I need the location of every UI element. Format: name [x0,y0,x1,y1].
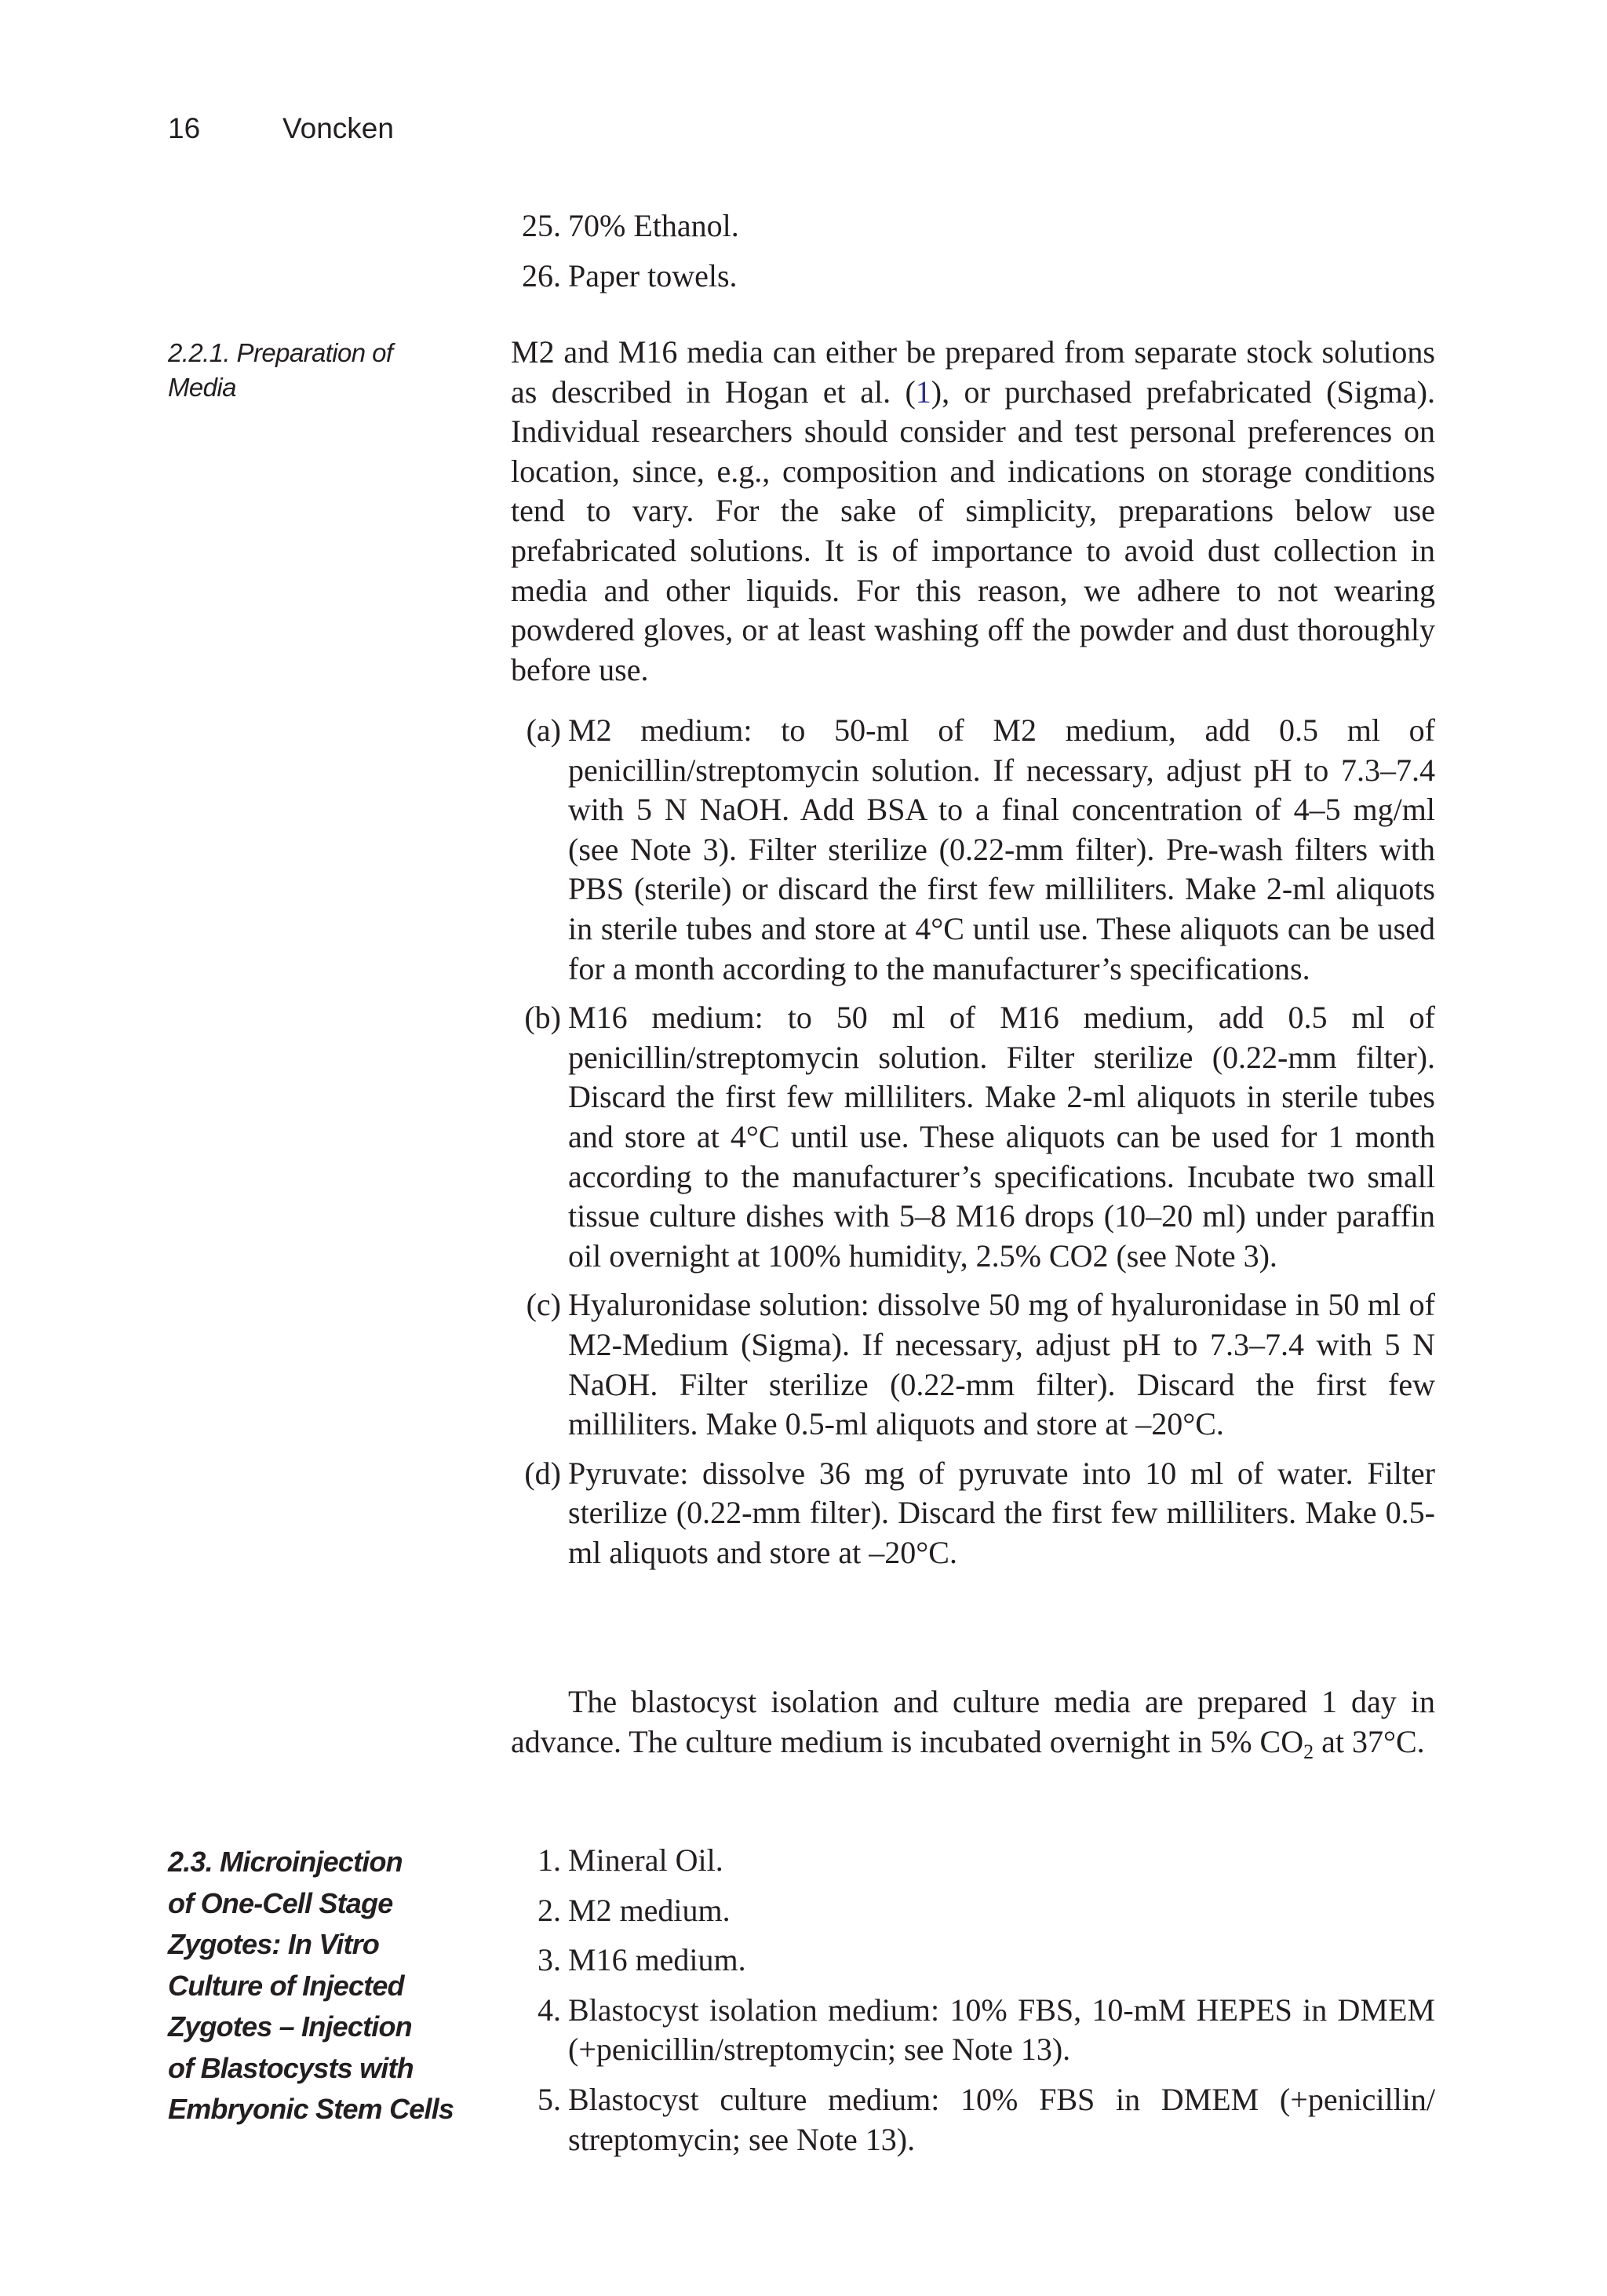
subsection-heading-preparation-of-media: 2.2.1. Preparation of Media [168,338,393,402]
list-item [511,1941,1435,1981]
list-item-label: (b) [524,1000,561,1036]
list-item [511,1454,1435,1573]
list-item [511,998,1435,1276]
heading-line: Zygotes: In Vitro [168,1928,380,1960]
heading-line: 2.3. Microinjection [168,1846,403,1878]
list-item-number: 26. [522,258,561,293]
page-number: 16 [168,112,201,144]
closing-text-before-sub: The blastocyst isolation and culture media are prepared 1 day in advance. The culture medium is incubated overnight in 5% CO [511,1684,1435,1759]
list-item-text: Pyruvate: dissolve 36 mg of pyruvate into 10 ml of water. Filter sterilize (0.22-mm filter). Discard the first few milliliters. Make 0.5-ml aliquots and store at –20°C. [568,1455,1435,1570]
list-item-label: (c) [526,1287,561,1323]
list-item [511,1285,1435,1444]
list-item [511,2080,1435,2159]
list-item [511,251,1435,301]
section-heading-microinjection [168,1842,466,2130]
list-item-text: Paper towels. [568,258,738,293]
list-item-text: Mineral Oil. [568,1842,723,1878]
list-item-number: 5. [537,2081,561,2117]
materials-list-continued [511,201,1435,301]
list-item-text: M16 medium. [568,1942,746,1978]
list-item [511,201,1435,251]
list-item-number: 3. [537,1942,561,1978]
running-head [168,110,394,148]
list-item [511,1841,1435,1881]
list-item-text: Blastocyst isolation medium: 10% FBS, 10-mM HEPES in DMEM (+penicillin/streptomycin; see Note 13). [568,1992,1435,2068]
closing-text-after-sub: at 37°C. [1314,1723,1425,1759]
intro-text-after-ref: ), or purchased prefabricated (Sigma). Individual researchers should consider and test personal preferences on location, since, e.g., composition and indications on storage conditions tend to vary. For the sake of simplicity, preparations below use prefabricated solutions. It is of importance to avoid dust collection in media and other liquids. For this reason, we adhere to not wearing powdered gloves, or at least washing off the powder and dust thoroughly before use. [511,374,1435,687]
list-item-text: M2 medium. [568,1892,731,1928]
microinjection-materials-list [511,1841,1435,2159]
heading-line: Culture of Injected [168,1969,404,2002]
list-item-number: 4. [537,1992,561,2028]
list-item-text: M16 medium: to 50 ml of M16 medium, add 0.5 ml of penicillin/streptomycin solution. Filter sterilize (0.22-mm filter). Discard the first few milliliters. Make 2-ml aliquots in sterile tubes and store at 4°C until use. These aliquots can be used for 1 month according to the manufacturer’s specifications. Incubate two small tissue culture dishes with 5–8 M16 drops (10–20 ml) under paraffin oil overnight at 100% humidity, 2.5% CO2 (see Note 3). [568,1000,1435,1274]
heading-line: of One-Cell Stage [168,1886,393,1919]
list-item-text: Blastocyst culture medium: 10% FBS in DMEM (+penicillin/ streptomycin; see Note 13). [568,2081,1435,2157]
list-item [511,1991,1435,2070]
media-closing-paragraph [511,1682,1435,1762]
heading-line: Embryonic Stem Cells [168,2093,454,2125]
list-item [511,1891,1435,1931]
list-item-number: 1. [537,1842,561,1878]
co2-subscript: 2 [1303,1740,1314,1763]
list-item [511,711,1435,989]
media-intro-paragraph [511,333,1435,690]
list-item-text: M2 medium: to 50-ml of M2 medium, add 0.5 ml of penicillin/streptomycin solution. If necessary, adjust pH to 7.3–7.4 with 5 N NaOH. Add BSA to a final concentration of 4–5 mg/ml (see Note 3). Filter sterilize (0.22-mm filter). Pre-wash filters with PBS (sterile) or discard the first few milliliters. Make 2-ml aliquots in sterile tubes and store at 4°C until use. These aliquots can be used for a month according to the manufacturer’s specifications. [568,712,1435,986]
list-item-text: Hyaluronidase solution: dissolve 50 mg of hyaluronidase in 50 ml of M2-Medium (Sigma). If necessary, adjust pH to 7.3–7.4 with 5 N NaOH. Filter sterilize (0.22-mm filter). Discard the first few milliliters. Make 0.5-ml aliquots and store at –20°C. [568,1287,1435,1442]
list-item-number: 25. [522,208,561,243]
list-item-text: 70% Ethanol. [568,208,739,243]
heading-line: Zygotes – Injection [168,2010,412,2043]
list-item-label: (a) [526,712,561,748]
list-item-number: 2. [537,1892,561,1928]
heading-line: of Blastocysts with [168,2051,414,2084]
list-item-label: (d) [524,1455,561,1491]
running-head-author: Voncken [282,112,394,144]
reference-link-1[interactable]: 1 [915,374,931,410]
media-preparation-list [511,711,1435,1573]
intro-text-before-ref: M2 and M16 media can either be prepared from separate stock solutions as described in Hogan et al. ( [511,334,1435,410]
